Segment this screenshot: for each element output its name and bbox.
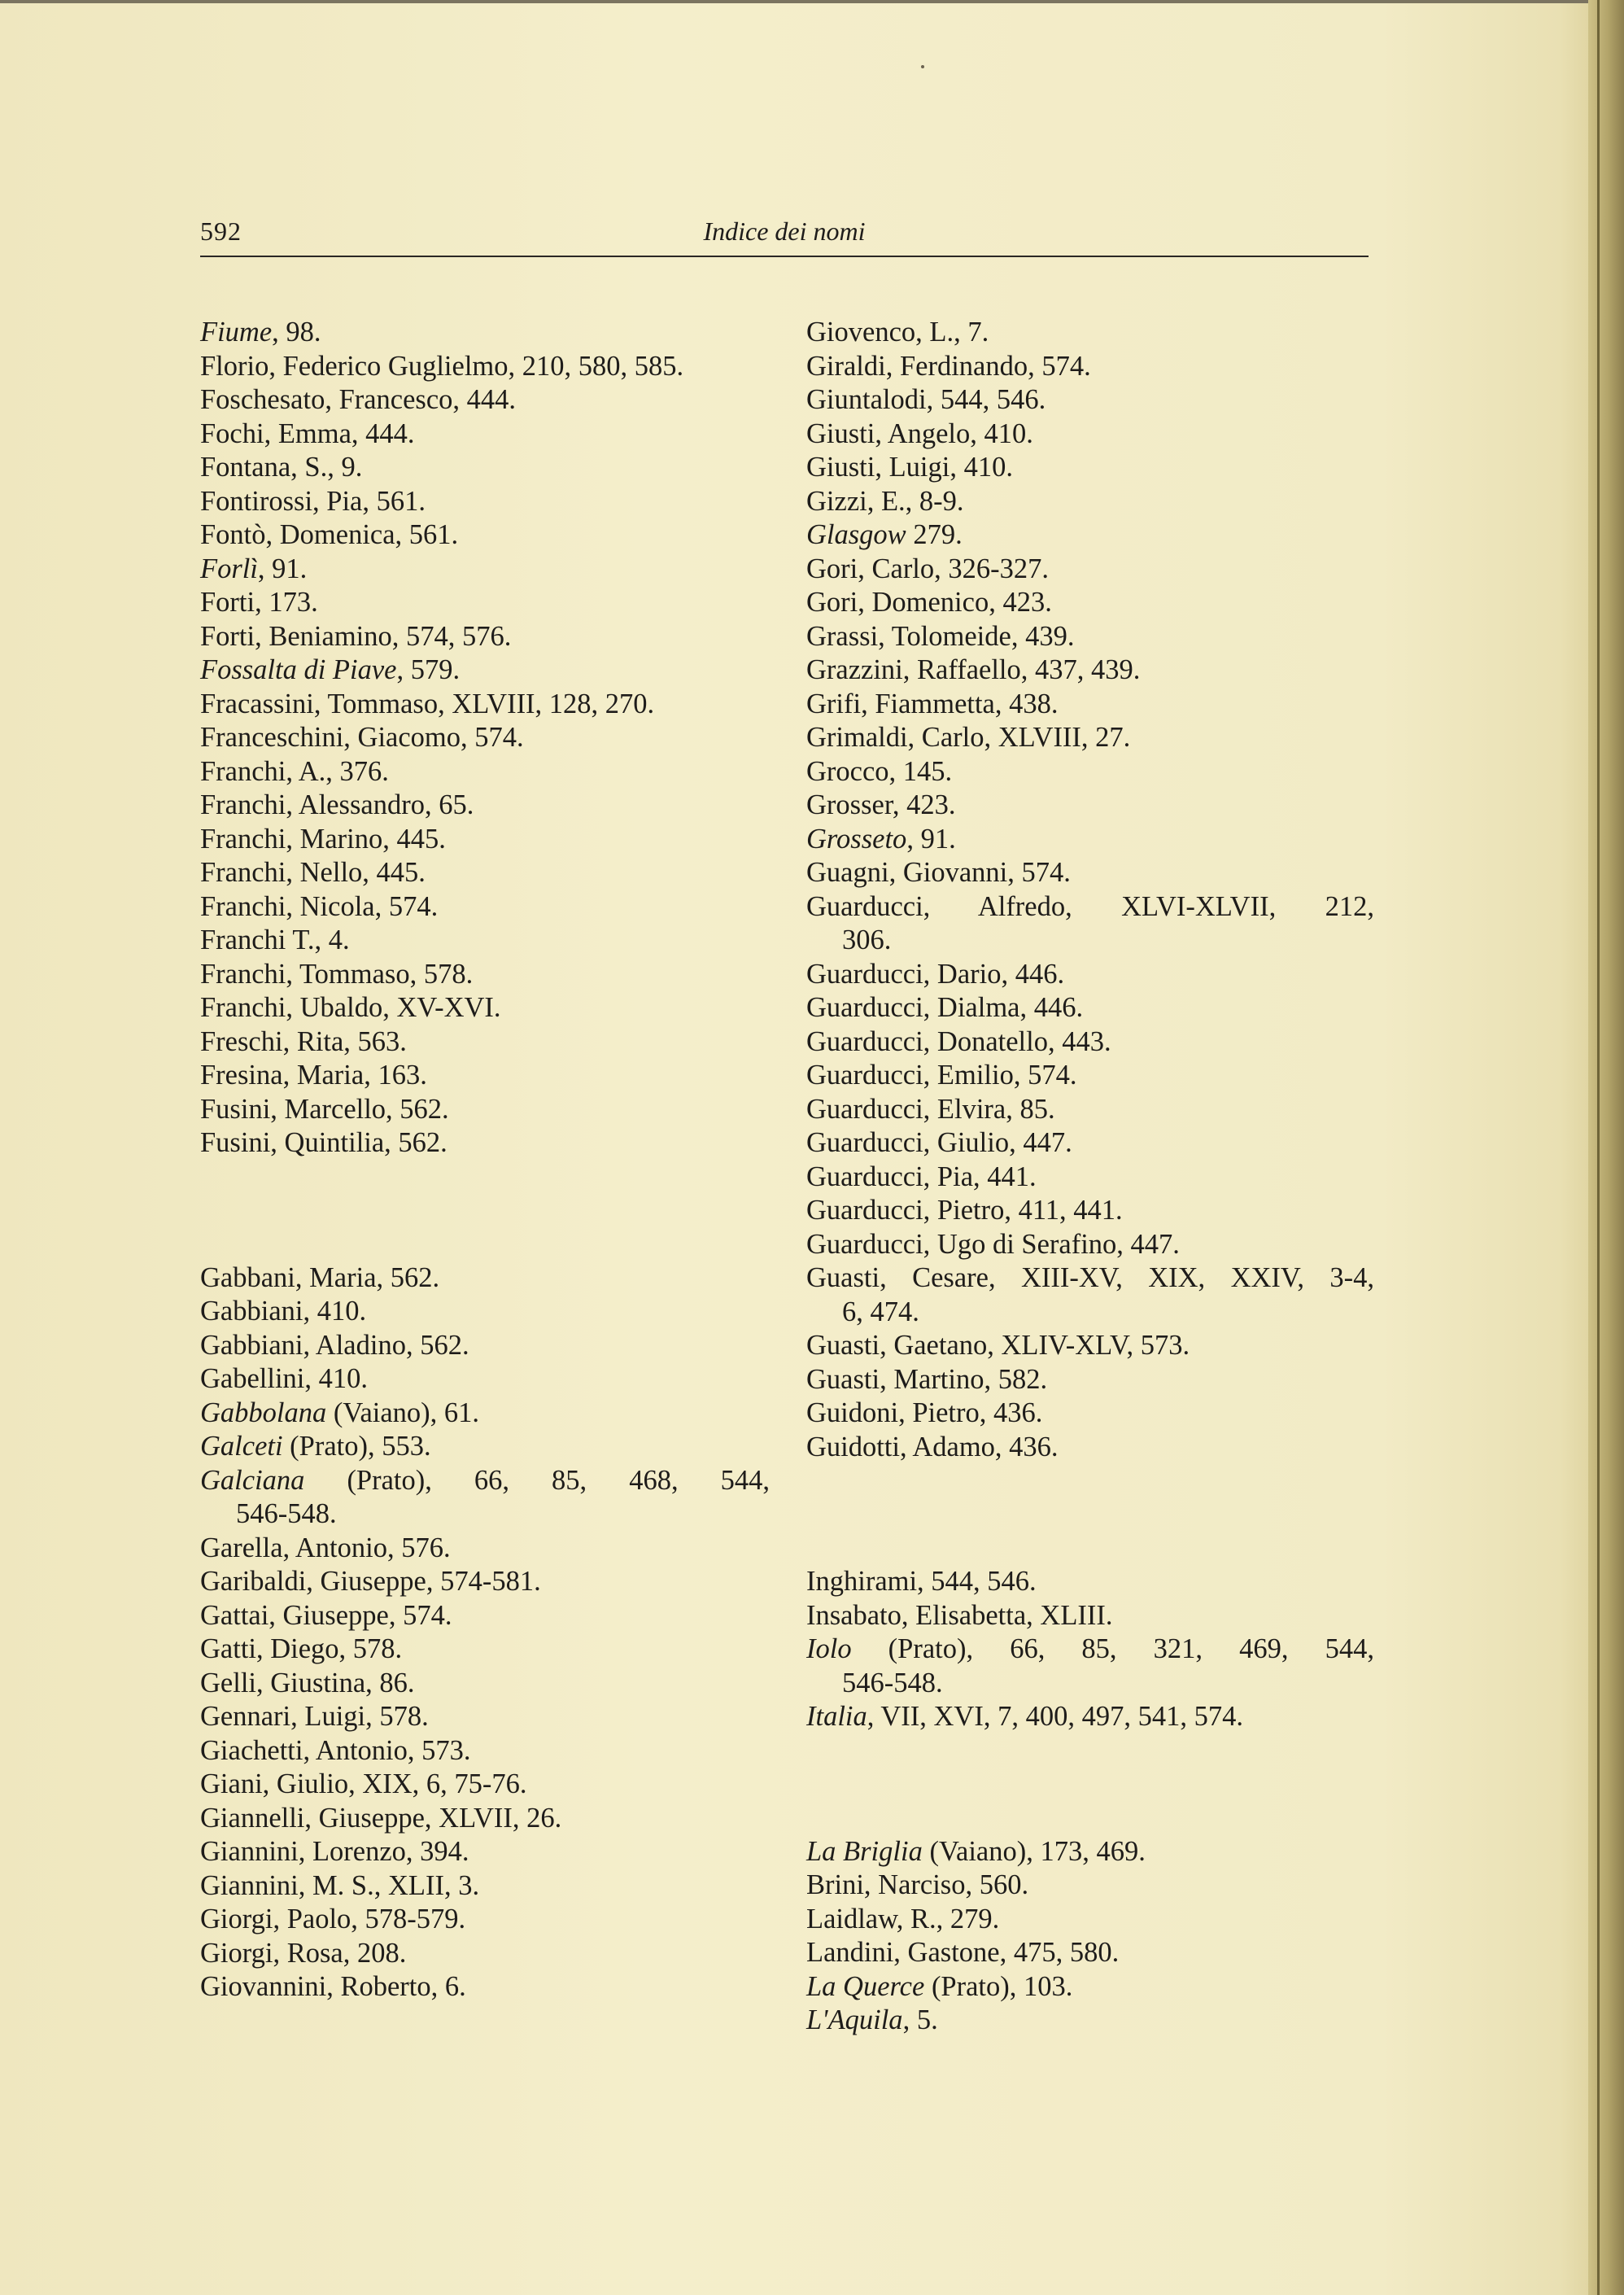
index-entry [806,553,1374,587]
place-name: Gabbolana [200,1397,327,1428]
index-entry [806,1025,1374,1060]
index-entry [806,451,1374,485]
index-entry [200,1599,770,1633]
entry-text: Fontò, Domenica, 561. [200,519,459,550]
index-group-f [200,316,770,1161]
group-spacer [806,1734,1374,1835]
index-entry-continuation [806,924,1374,958]
index-entry [200,1835,770,1869]
entry-text: , 91. [906,823,956,855]
entry-text: 546-548. [236,1498,337,1529]
book-gutter-line [1597,0,1600,2295]
index-entry [806,1194,1374,1228]
entry-text: Gabellini, 410. [200,1363,369,1394]
index-entry [200,451,770,485]
entry-text: Foschesato, Francesco, 444. [200,384,517,415]
index-entry [200,1633,770,1667]
index-entry [806,383,1374,417]
entry-text: (Prato), 66, 85, 321, 469, 544, [851,1633,1374,1664]
entry-text: Giovannini, Roberto, 6. [200,1971,466,2002]
index-entry [200,1869,770,1904]
index-entry [200,1126,770,1161]
entry-text: Giani, Giulio, XIX, 6, 75-76. [200,1768,527,1799]
entry-text: (Prato), 66, 85, 468, 544, [304,1464,770,1496]
entry-text: Franchi, Nicola, 574. [200,890,439,922]
entry-text: , 5. [902,2004,938,2035]
entry-text: Guarducci, Elvira, 85. [806,1093,1055,1125]
index-group-i [806,1565,1374,1734]
index-entry [200,1362,770,1397]
entry-text: Gabbiani, Aladino, 562. [200,1329,469,1361]
index-entry [806,1329,1374,1363]
index-entry [200,1464,770,1498]
entry-text: Franchi, Alessandro, 65. [200,789,474,820]
index-entry [806,1363,1374,1397]
index-entry [806,2004,1374,2038]
entry-text: Giusti, Angelo, 410. [806,417,1033,449]
index-entry [200,856,770,890]
entry-text: 306. [842,925,892,955]
entry-text: Guarducci, Dario, 446. [806,958,1065,990]
running-title: Indice dei nomi [703,216,866,246]
entry-text: Franceschini, Giacomo, 574. [200,722,524,753]
place-name: Glasgow [806,519,906,550]
entry-text: Gabbiani, 410. [200,1296,367,1327]
index-entry [806,1093,1374,1127]
index-entry [806,1970,1374,2004]
entry-text: Forti, Beniamino, 574, 576. [200,620,512,652]
index-entry [200,654,770,688]
index-entry [806,586,1374,620]
index-entry [200,1734,770,1768]
place-name: La Briglia [806,1835,923,1867]
index-entry [806,654,1374,688]
entry-text: Gabbani, Maria, 562. [200,1261,440,1293]
page-header [200,216,1369,257]
index-entry [200,789,770,823]
entry-text: Franchi, Ubaldo, XV-XVI. [200,992,501,1023]
index-entry [806,1261,1374,1296]
index-column-left [200,316,770,2004]
index-entry [200,1903,770,1937]
entry-text: Franchi, Nello, 445. [200,857,426,888]
place-name: La Querce [806,1970,925,2002]
entry-text: Fusini, Marcello, 562. [200,1093,449,1125]
index-entry [200,721,770,755]
index-entry [806,991,1374,1025]
index-entry [806,620,1374,654]
index-entry-continuation [806,1667,1374,1701]
index-entry [806,350,1374,384]
index-entry [200,1397,770,1431]
entry-text: , 579. [396,654,461,685]
entry-text: Grimaldi, Carlo, XLVIII, 27. [806,722,1131,753]
entry-text: Gelli, Giustina, 86. [200,1667,415,1698]
entry-text: (Prato), 553. [282,1431,431,1462]
index-entry [200,1970,770,2004]
entry-text: Gori, Domenico, 423. [806,587,1052,618]
entry-text: Fresina, Maria, 163. [200,1060,427,1091]
index-entry [806,518,1374,553]
entry-text: Gatti, Diego, 578. [200,1633,403,1664]
index-entry [806,1700,1374,1734]
entry-text: Franchi, Tommaso, 578. [200,958,474,990]
index-entry [200,1059,770,1093]
index-entry [806,890,1374,925]
entry-text: Franchi, Marino, 445. [200,823,446,855]
index-entry [806,721,1374,755]
entry-text: Franchi T., 4. [200,925,350,955]
index-entry [200,924,770,958]
index-entry [200,688,770,722]
entry-text: Fontana, S., 9. [200,452,363,483]
entry-text: Giannini, M. S., XLII, 3. [200,1869,480,1901]
index-entry [200,958,770,992]
entry-text: Giannelli, Giuseppe, XLVII, 26. [200,1802,562,1834]
index-entry [200,991,770,1025]
index-entry [806,755,1374,789]
index-entry [806,1869,1374,1903]
entry-text: Grosser, 423. [806,789,956,820]
entry-text: Guarducci, Alfredo, XLVI-XLVII, 212, [806,890,1374,922]
entry-text: Gattai, Giuseppe, 574. [200,1599,452,1631]
index-entry [806,688,1374,722]
group-spacer [200,1161,770,1261]
index-entry [806,1161,1374,1195]
index-entry [806,1565,1374,1599]
index-entry [200,518,770,553]
index-entry [200,1261,770,1296]
scan-top-edge [0,0,1624,3]
entry-text: Giannini, Lorenzo, 394. [200,1836,469,1867]
entry-text: , VII, XVI, 7, 400, 497, 541, 574. [867,1701,1243,1732]
entry-text: Guarducci, Ugo di Serafino, 447. [806,1228,1180,1260]
speck-mark [921,65,924,68]
entry-text: Garibaldi, Giuseppe, 574-581. [200,1566,541,1597]
entry-text: Insabato, Elisabetta, XLIII. [806,1599,1113,1631]
index-entry-continuation [200,1497,770,1532]
group-spacer [806,1464,1374,1565]
index-entry [200,417,770,452]
place-name: Galceti [200,1431,283,1462]
index-entry [200,1093,770,1127]
entry-text: Giovenco, L., 7. [806,317,989,348]
entry-text: Giachetti, Antonio, 573. [200,1734,471,1766]
index-entry [200,1532,770,1566]
index-entry [806,1059,1374,1093]
entry-text: Giorgi, Paolo, 578-579. [200,1904,466,1934]
index-column-right [806,316,1374,2038]
entry-text: Garella, Antonio, 576. [200,1532,451,1563]
entry-text: Fusini, Quintilia, 562. [200,1127,447,1158]
entry-text: Inghirami, 544, 546. [806,1566,1037,1597]
entry-text: Franchi, A., 376. [200,755,389,787]
entry-text: Guasti, Gaetano, XLIV-XLV, 573. [806,1330,1190,1361]
entry-text: Guarducci, Donatello, 443. [806,1025,1111,1057]
index-entry [806,485,1374,519]
header-rule [200,256,1369,257]
index-entry [200,586,770,620]
entry-text: Brini, Narciso, 560. [806,1869,1029,1900]
index-entry [200,890,770,925]
index-entry [200,553,770,587]
place-name: L'Aquila [806,2004,903,2035]
page-number: 592 [200,216,242,246]
index-entry [200,1667,770,1701]
entry-text: Fochi, Emma, 444. [200,417,415,449]
place-name: Galciana [200,1464,305,1496]
entry-text: Guasti, Cesare, XIII-XV, XIX, XXIV, 3-4, [806,1262,1374,1293]
place-name: Forlì [200,553,258,584]
entry-text: (Prato), 103. [924,1970,1073,2002]
entry-text: (Vaiano), 173, 469. [922,1835,1146,1867]
index-group-l [806,1835,1374,2038]
entry-text: Guidotti, Adamo, 436. [806,1431,1059,1462]
index-entry [806,856,1374,890]
index-entry [200,620,770,654]
entry-text: Guarducci, Pia, 441. [806,1161,1037,1192]
index-entry [806,1431,1374,1465]
index-entry [806,417,1374,452]
index-entry [806,1936,1374,1970]
index-group-g [200,1261,770,2004]
entry-text: Guagni, Giovanni, 574. [806,857,1071,888]
entry-text: 6, 474. [842,1296,919,1327]
index-entry [806,316,1374,350]
index-entry [806,1835,1374,1869]
place-name: Italia [806,1701,867,1732]
index-entry [200,755,770,789]
place-name: Grosseto [806,823,907,855]
entry-text: 546-548. [842,1667,943,1698]
entry-text: Grocco, 145. [806,755,953,787]
index-entry [200,350,770,384]
entry-text: Florio, Federico Guglielmo, 210, 580, 585. [200,350,684,382]
index-entry [200,1768,770,1802]
entry-text: Gizzi, E., 8-9. [806,485,964,517]
entry-text: Grassi, Tolomeide, 439. [806,620,1075,652]
entry-text: Guarducci, Dialma, 446. [806,992,1084,1023]
place-name: Fossalta di Piave [200,654,397,685]
place-name: Iolo [806,1633,852,1664]
index-entry [806,958,1374,992]
entry-text: Forti, 173. [200,587,318,618]
entry-text: , 91. [257,553,308,584]
index-entry-continuation [806,1296,1374,1330]
index-entry [806,1228,1374,1262]
entry-text: Giusti, Luigi, 410. [806,452,1013,483]
entry-text: Giraldi, Ferdinando, 574. [806,350,1091,382]
entry-text: Guasti, Martino, 582. [806,1363,1048,1395]
index-entry [806,1633,1374,1667]
index-entry [200,823,770,857]
entry-text: Guarducci, Pietro, 411, 441. [806,1195,1123,1226]
index-entry [806,1599,1374,1633]
index-entry [806,1397,1374,1431]
entry-text: (Vaiano), 61. [326,1397,480,1428]
index-entry [806,823,1374,857]
index-entry [200,1295,770,1329]
entry-text: Freschi, Rita, 563. [200,1025,407,1057]
entry-text: Guarducci, Emilio, 574. [806,1060,1077,1091]
entry-text: Grifi, Fiammetta, 438. [806,688,1059,719]
entry-text: 279. [906,519,963,550]
entry-text: Laidlaw, R., 279. [806,1903,1000,1934]
entry-text: Grazzini, Raffaello, 437, 439. [806,654,1141,685]
entry-text: Landini, Gastone, 475, 580. [806,1937,1120,1968]
entry-text: Guarducci, Giulio, 447. [806,1127,1072,1158]
entry-text: Gori, Carlo, 326-327. [806,553,1050,584]
place-name: Fiume [200,317,273,348]
index-entry [200,1025,770,1060]
index-entry [200,1700,770,1734]
index-entry [200,1430,770,1464]
book-page-edge [1588,0,1624,2295]
index-entry [200,1802,770,1836]
index-entry [200,316,770,350]
index-entry [200,1565,770,1599]
entry-text: , 98. [272,317,321,348]
index-entry [806,1903,1374,1937]
entry-text: Guidoni, Pietro, 436. [806,1397,1043,1428]
entry-text: Giorgi, Rosa, 208. [200,1937,407,1969]
index-entry [200,1329,770,1363]
index-group-g-continued [806,316,1374,1464]
index-entry [806,1126,1374,1161]
index-entry [200,1937,770,1971]
entry-text: Giuntalodi, 544, 546. [806,384,1046,415]
index-entry [200,485,770,519]
entry-text: Fracassini, Tommaso, XLVIII, 128, 270. [200,688,655,719]
index-entry [806,789,1374,823]
entry-text: Fontirossi, Pia, 561. [200,485,426,517]
index-entry [200,383,770,417]
entry-text: Gennari, Luigi, 578. [200,1701,429,1732]
